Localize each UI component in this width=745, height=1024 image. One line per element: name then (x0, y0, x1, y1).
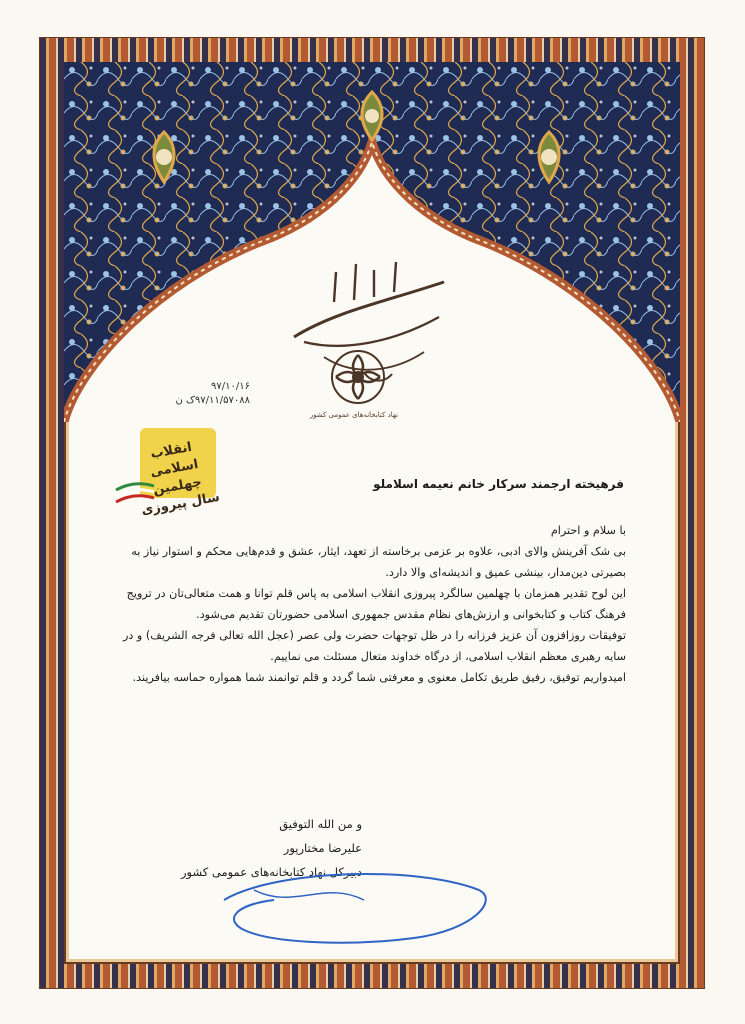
reference-block (160, 380, 250, 408)
certificate-content (64, 62, 680, 964)
paragraph-1: بی شک آفرینش والای ادبی، علاوه بر عزمی برخاسته از تعهد، ایثار، عشق و قدم‌هایی محکم و استوار نیاز به بصیرتی دین‌مدار، بینشی عمیق و اندیشه‌ای والا دارد. (131, 545, 626, 579)
organization-name: نهاد کتابخانه‌های عمومی کشور (309, 411, 398, 419)
reference-number: ۹۷/۱۱/۵۷۰۸۸ک ن (175, 395, 250, 406)
signatory-title: دبیرکل نهاد کتابخانه‌های عمومی کشور (180, 865, 362, 879)
paragraph-3: توفیقات روزافزون آن عزیز فرزانه را در ظل توجهات حضرت ولی عصر (عجل الله تعالی فرجه الشریف) و در سایه رهبری معظم انقلاب اسلامی، از درگاه خداوند متعال مسئلت می نماییم. (122, 629, 626, 663)
library-logo (309, 347, 398, 437)
signatory-name: علیرضا مختارپور (283, 841, 362, 855)
greeting: با سلام و احترام (550, 524, 626, 537)
paragraph-2: این لوح تقدیر همزمان با چهلمین سالگرد پیروزی انقلاب اسلامی به پاس قلم توانا و همت متعالی‌تان در ترویج فرهنگ کتاب و کتابخوانی و ارزش‌های نظام مقدس جمهوری اسلامی حضورتان تقدیم می‌شود. (126, 587, 626, 621)
badge-line-1: انقلاب اسلامی (149, 439, 200, 481)
anniversary-badge (114, 420, 222, 519)
signature (214, 860, 494, 950)
badge-line-2: چهلمین سال پیروزی (140, 474, 221, 519)
paragraph-4: امیدواریم توفیق، رفیق طریق تکامل معنوی و معرفتی شما گردد و قلم توانمند شما همواره حماسه بیافریند. (132, 671, 626, 684)
badge-text (130, 436, 221, 521)
library-emblem-icon (328, 347, 388, 407)
addressee: فرهیخته ارجمند سرکار خانم نعیمه اسلاملو (373, 477, 624, 491)
closing-phrase: و من الله التوفیق (279, 817, 362, 831)
letter-body (106, 520, 626, 688)
reference-date: ۹۷/۱۰/۱۶ (211, 381, 250, 392)
